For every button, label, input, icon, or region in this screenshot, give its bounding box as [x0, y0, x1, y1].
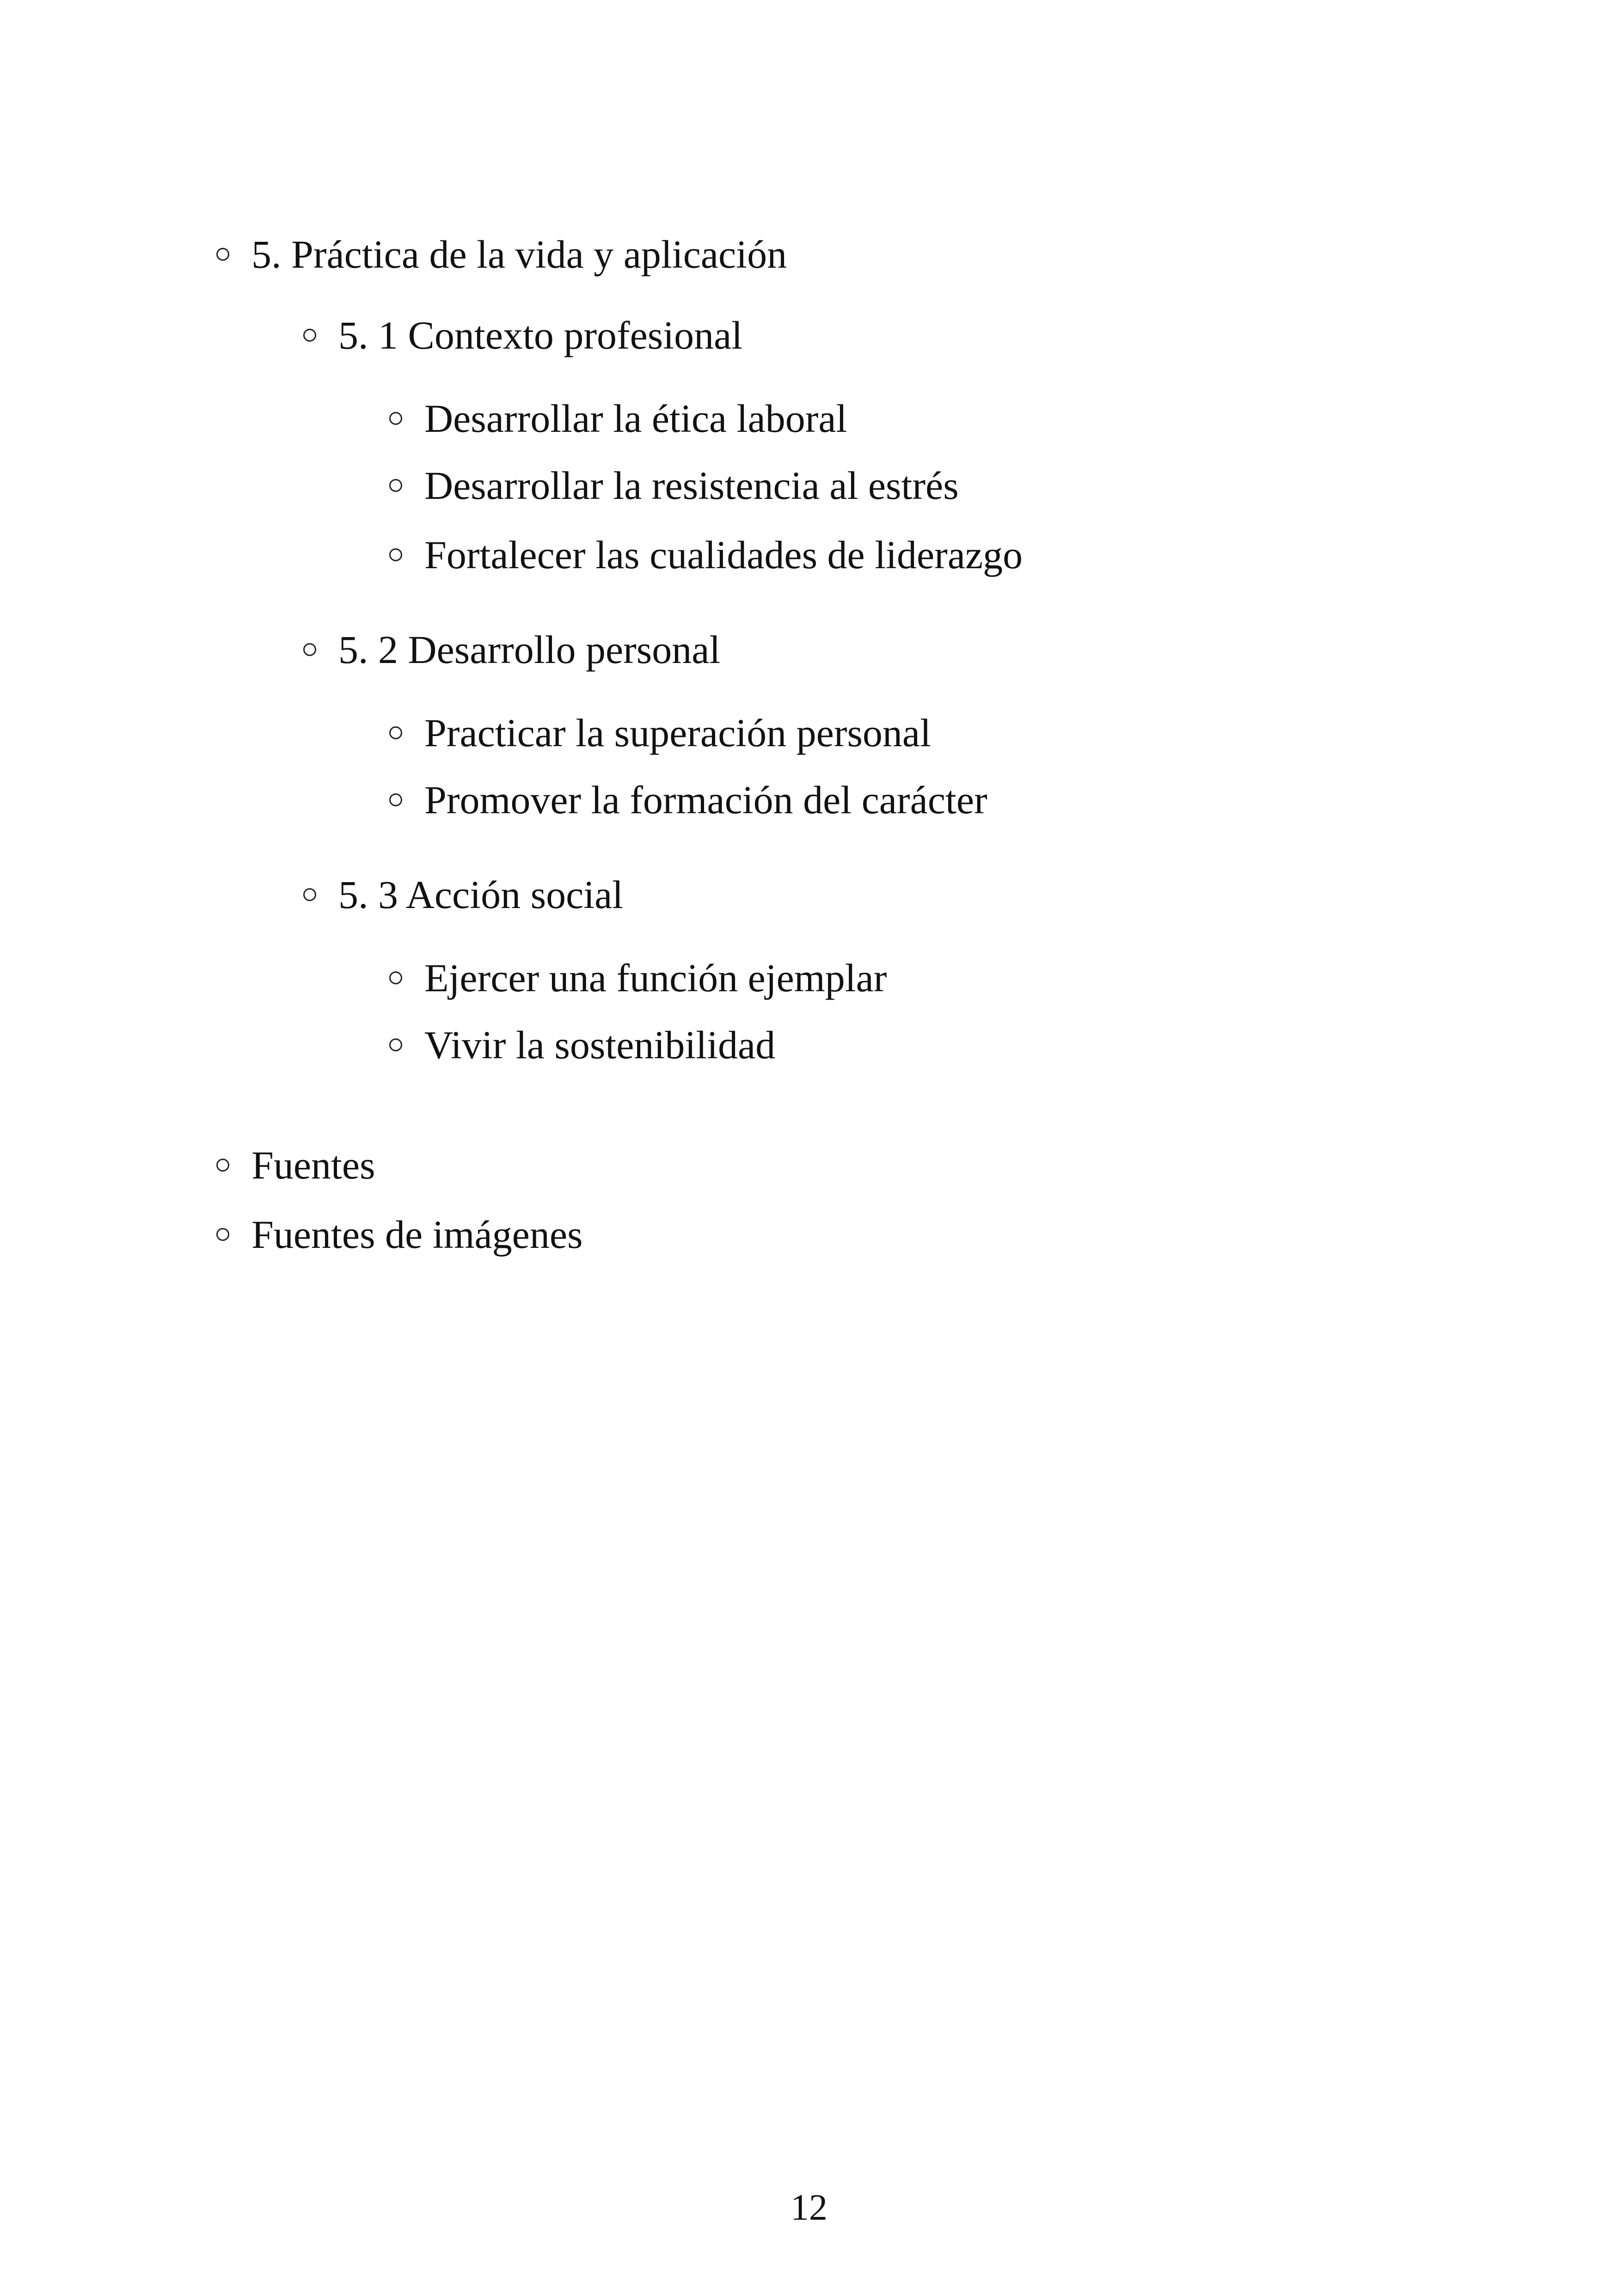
- toc-item: [389, 710, 931, 756]
- toc-entry-label: 5. 1 Contexto profesional: [338, 313, 743, 357]
- toc-item: [389, 955, 887, 1001]
- circle-bullet-icon: [216, 1228, 229, 1241]
- circle-bullet-icon: [216, 248, 229, 261]
- toc-item-label: Desarrollar la resistencia al estrés: [424, 463, 959, 508]
- toc-item: [389, 1022, 775, 1068]
- toc-item: [389, 532, 1023, 578]
- circle-bullet-icon: [389, 971, 402, 984]
- toc-entry-label: 5. Práctica de la vida y aplicación: [251, 232, 787, 276]
- toc-item-label: Practicar la superación personal: [424, 711, 931, 755]
- circle-bullet-icon: [389, 479, 402, 492]
- page-number: 12: [791, 2187, 827, 2228]
- toc-entry-label: 5. 3 Acción social: [338, 872, 624, 917]
- circle-bullet-icon: [303, 643, 316, 656]
- circle-bullet-icon: [216, 1159, 229, 1172]
- toc-item: [389, 777, 987, 823]
- toc-item-label: Fortalecer las cualidades de liderazgo: [424, 533, 1023, 577]
- circle-bullet-icon: [389, 548, 402, 561]
- toc-entry-section-5: [216, 231, 787, 277]
- toc-item: [389, 395, 847, 442]
- toc-entry-label: Fuentes: [251, 1143, 375, 1187]
- toc-item-label: Vivir la sostenibilidad: [424, 1023, 776, 1067]
- circle-bullet-icon: [389, 793, 402, 806]
- toc-item: [389, 462, 959, 509]
- circle-bullet-icon: [303, 329, 316, 342]
- circle-bullet-icon: [389, 412, 402, 425]
- toc-entry-label: 5. 2 Desarrollo personal: [338, 627, 721, 672]
- toc-entry-image-sources: [216, 1211, 582, 1258]
- circle-bullet-icon: [389, 1038, 402, 1051]
- toc-entry-section-5-1: [303, 312, 742, 358]
- toc-entry-sources: [216, 1142, 375, 1188]
- toc-item-label: Promover la formación del carácter: [424, 778, 987, 822]
- toc-entry-section-5-3: [303, 872, 623, 918]
- toc-item-label: Ejercer una función ejemplar: [424, 956, 887, 1000]
- toc-entry-section-5-2: [303, 626, 720, 673]
- toc-entry-label: Fuentes de imágenes: [251, 1212, 583, 1257]
- circle-bullet-icon: [389, 726, 402, 739]
- circle-bullet-icon: [303, 888, 316, 901]
- toc-item-label: Desarrollar la ética laboral: [424, 396, 847, 441]
